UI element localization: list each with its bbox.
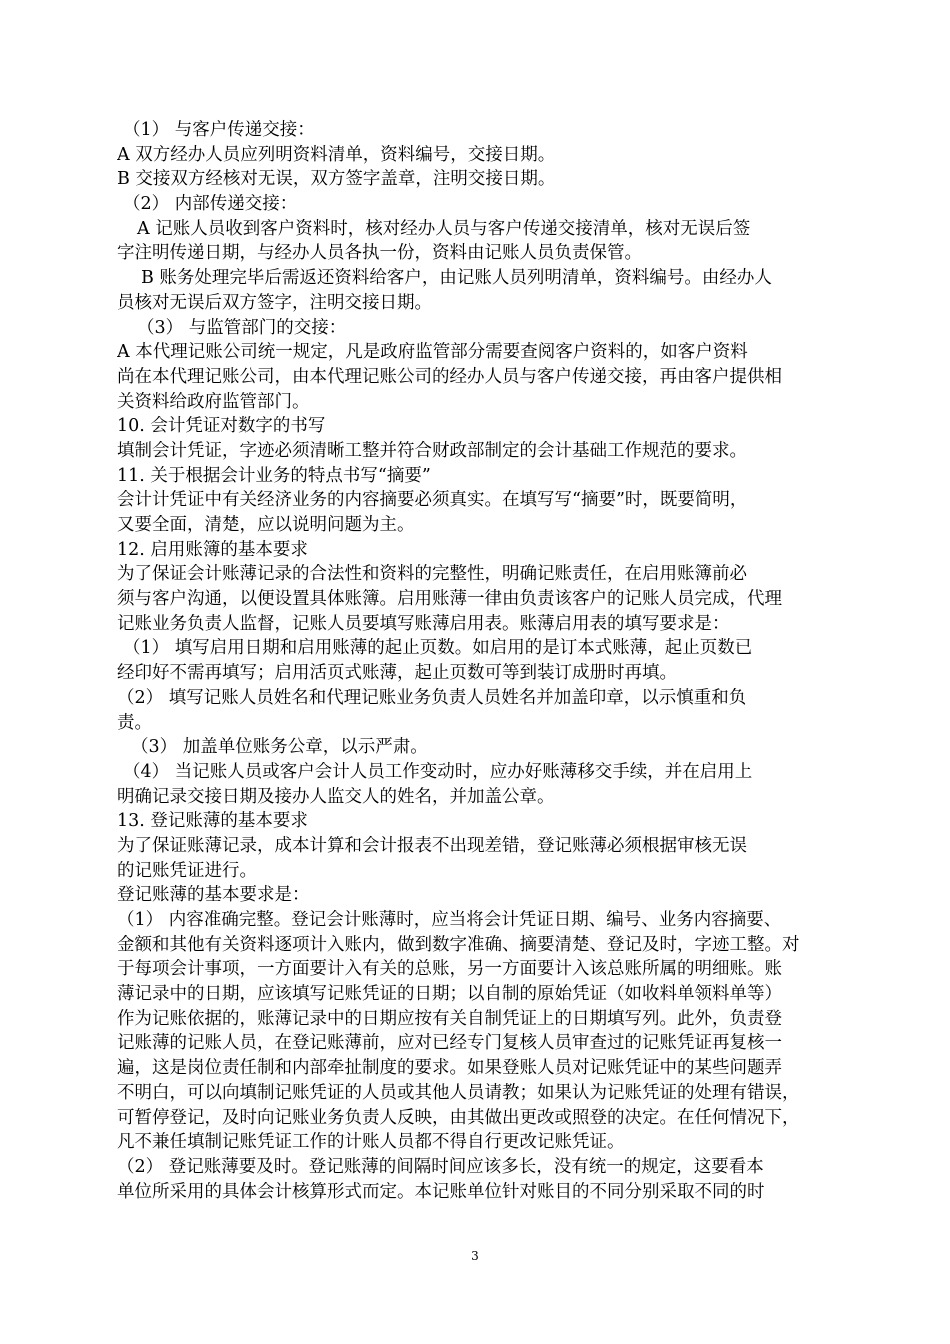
text-line: 为了保证会计账薄记录的合法性和资料的完整性，明确记账责任，在启用账簿前必	[117, 564, 747, 585]
text-line: 记账薄的记账人员，在登记账薄前，应对已经专门复核人员审查过的记账凭证再复核一	[117, 1033, 782, 1054]
text-line: 10. 会计凭证对数字的书写	[117, 416, 326, 437]
text-line: 字注明传递日期，与经办人员各执一份，资料由记账人员负责保管。	[117, 243, 642, 264]
text-line: 不明白，可以向填制记账凭证的人员或其他人员请教；如果认为记账凭证的处理有错误，	[117, 1082, 800, 1103]
text-line: 为了保证账薄记录，成本计算和会计报表不出现差错，登记账薄必须根据审核无误	[117, 835, 747, 856]
text-line: 责。	[117, 712, 152, 733]
text-line: A 双方经办人员应列明资料清单，资料编号，交接日期。	[117, 144, 556, 165]
text-line: （3） 加盖单位账务公章，以示严肃。	[131, 737, 428, 758]
text-line: 记账业务负责人监督，记账人员要填写账薄启用表。账薄启用表的填写要求是：	[117, 613, 730, 634]
text-line: B 账务处理完毕后需返还资料给客户，由记账人员列明清单，资料编号。由经办人	[141, 268, 772, 289]
text-line: 尚在本代理记账公司，由本代理记账公司的经办人员与客户传递交接，再由客户提供相	[117, 366, 782, 387]
text-line: A 记账人员收到客户资料时，核对经办人员与客户传递交接清单，核对无误后签	[137, 218, 751, 239]
text-line: 登记账薄的基本要求是：	[117, 885, 310, 906]
text-line: 填制会计凭证，字迹必须清晰工整并符合财政部制定的会计基础工作规范的要求。	[117, 440, 747, 461]
text-line: 单位所采用的具体会计核算形式而定。本记账单位针对账目的不同分别采取不同的时	[117, 1181, 765, 1202]
text-line: （1） 内容准确完整。登记会计账薄时，应当将会计凭证日期、编号、业务内容摘要、	[117, 910, 782, 930]
text-line: 金额和其他有关资料逐项计入账内，做到数字准确、摘要清楚、登记及时，字迹工整。对	[117, 934, 800, 955]
text-line: （3） 与监管部门的交接：	[137, 317, 347, 338]
text-line: （2） 填写记账人员姓名和代理记账业务负责人员姓名并加盖印章，以示慎重和负	[117, 687, 747, 708]
text-line: 凡不兼任填制记账凭证工作的计账人员都不得自行更改记账凭证。	[117, 1132, 625, 1153]
text-line: B 交接双方经核对无误，双方签字盖章，注明交接日期。	[117, 169, 556, 190]
text-line: 可暂停登记，及时向记账业务负责人反映，由其做出更改或照登的决定。在任何情况下，	[117, 1107, 800, 1128]
page-number: 3	[471, 1249, 479, 1263]
text-line: 会计计凭证中有关经济业务的内容摘要必须真实。在填写写“摘要”时，既要简明，	[117, 490, 748, 511]
text-line: 明确记录交接日期及接办人监交人的姓名，并加盖公章。	[117, 786, 555, 807]
text-line: 13. 登记账薄的基本要求	[117, 811, 308, 832]
text-line: （1） 与客户传递交接：	[123, 120, 315, 140]
text-line: A 本代理记账公司统一规定，凡是政府监管部分需要查阅客户资料的，如客户资料	[117, 342, 748, 363]
text-line: 11. 关于根据会计业务的特点书写“摘要”	[117, 465, 431, 486]
text-line: 关资料给政府监管部门。	[117, 391, 310, 412]
text-line: 经印好不需再填写；启用活页式账薄，起止页数可等到装订成册时再填。	[117, 663, 677, 684]
text-line: 须与客户沟通，以便设置具体账簿。启用账薄一律由负责该客户的记账人员完成，代理	[117, 589, 782, 610]
text-line: 员核对无误后双方签字，注明交接日期。	[117, 292, 432, 313]
text-line: （1） 填写启用日期和启用账薄的起止页数。如启用的是订本式账薄，起止页数已	[123, 638, 753, 659]
text-line: 遍，这是岗位责任制和内部牵扯制度的要求。如果登账人员对记账凭证中的某些问题弄	[117, 1058, 782, 1079]
text-line: （4） 当记账人员或客户会计人员工作变动时，应办好账薄移交手续，并在启用上	[123, 761, 753, 782]
text-line: 作为记账依据的，账薄记录中的日期应按有关自制凭证上的日期填写列。此外，负责登	[117, 1008, 782, 1029]
text-line: 12. 启用账簿的基本要求	[117, 539, 308, 560]
text-line: 又要全面，清楚，应以说明问题为主。	[117, 515, 415, 535]
text-line: （2） 内部传递交接：	[123, 194, 298, 215]
text-line: 于每项会计事项，一方面要计入有关的总账，另一方面要计入该总账所属的明细账。账	[117, 959, 782, 980]
document-body	[117, 118, 910, 1204]
text-line: 薄记录中的日期，应该填写记账凭证的日期；以自制的原始凭证（如收料单领料单等）	[117, 984, 782, 1005]
text-line: （2） 登记账薄要及时。登记账薄的间隔时间应该多长，没有统一的规定，这要看本	[117, 1156, 764, 1177]
text-line: 的记账凭证进行。	[117, 860, 257, 881]
